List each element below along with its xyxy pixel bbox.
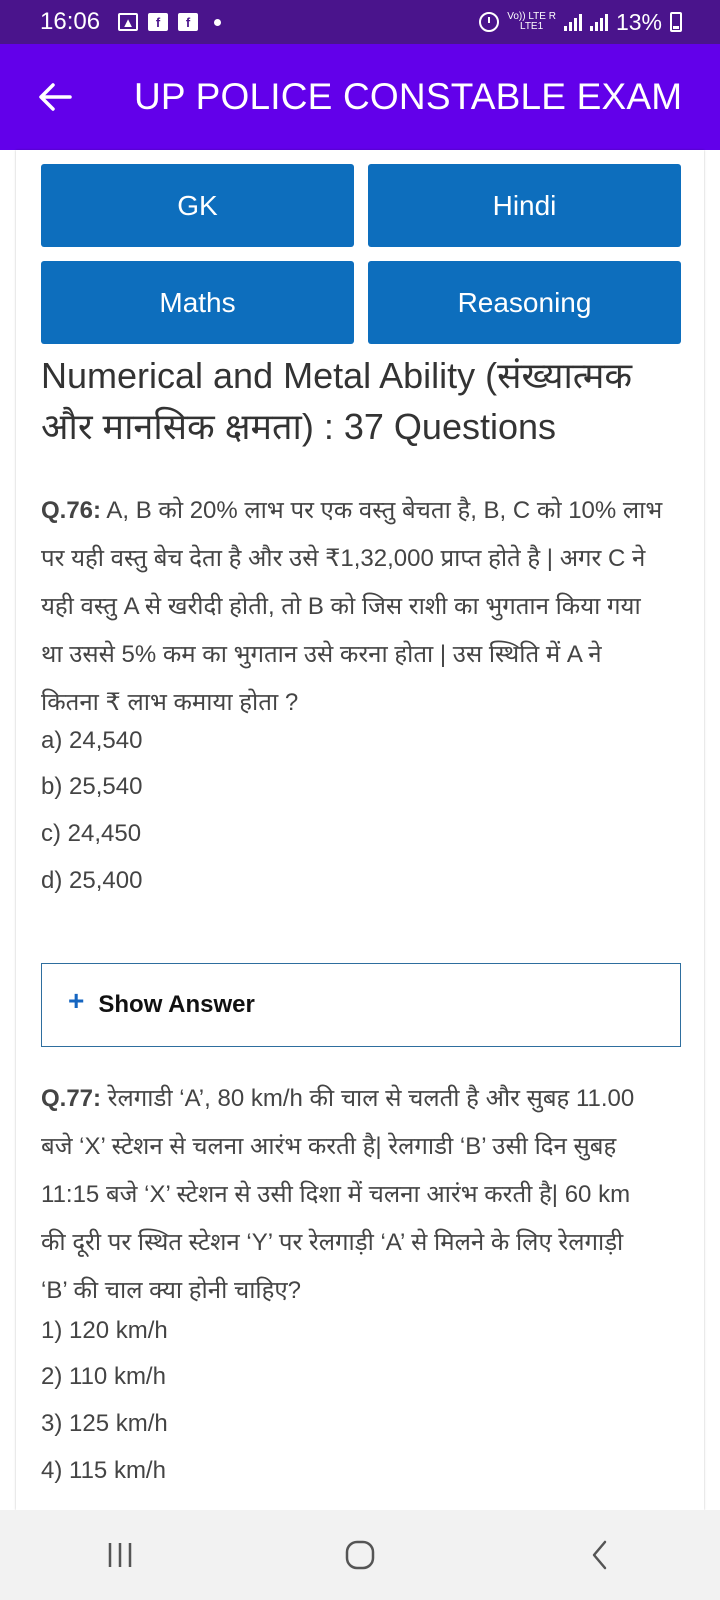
question-number: Q.77:: [41, 1085, 102, 1112]
option-2: 2) 110 km/h: [41, 1363, 166, 1390]
question-text: Q.76: A, B को 20% लाभ पर एक वस्तु बेचता है, B, C को 10% लाभ पर यही वस्तु बेच देता है और उसे ₹1,32,000 प्राप्त होते है | अगर C ने यही वस्तु A से खरीदी होती, तो B को जिस राशी का भुगतान किया गया था उससे 5% कम का भुगतान उसे करना होता | उस स्थिति में A ने कितना ₹ लाभ कमाया होता ?: [41, 497, 663, 716]
more-notifications-icon: [214, 19, 221, 26]
question-text: Q.77: रेलगाडी ‘A’, 80 km/h की चाल से चलती है और सुबह 11.00 बजे ‘X’ स्टेशन से चलना आरंभ करती है| रेलगाडी ‘B’ उसी दिन सुबह 11:15 बजे ‘X’ स्टेशन से उसी दिशा में चलना आरंभ करती है| 60 km की दूरी पर स्थित स्टेशन ‘Y’ पर रेलगाड़ी ‘A’ से मिलने के लिए रेलगाड़ी ‘B’ की चाल क्या होनी चाहिए?: [41, 1085, 635, 1304]
home-icon: [344, 1539, 376, 1571]
system-nav-bar: [0, 1510, 720, 1600]
network-indicator: Vo)) LTE R LTE1: [507, 11, 556, 32]
notification-icons: [118, 13, 221, 31]
show-answer-label: Show Answer: [98, 991, 255, 1018]
section-title: Numerical and Metal Ability (संख्यात्मक और मानसिक क्षमता) : 37 Questions: [41, 355, 633, 447]
option-a: a) 24,540: [41, 727, 143, 754]
category-grid: [41, 164, 681, 344]
option-4: 4) 115 km/h: [41, 1457, 166, 1484]
back-icon: [589, 1539, 611, 1571]
option-b: b) 25,540: [41, 773, 143, 800]
alarm-icon: [479, 12, 499, 32]
nav-back-button[interactable]: [560, 1525, 640, 1585]
content-card: [16, 150, 704, 1510]
category-button-hindi[interactable]: Hindi: [368, 164, 681, 247]
status-right: [479, 9, 682, 36]
option-3: 3) 125 km/h: [41, 1410, 168, 1437]
option-c: c) 24,450: [41, 820, 142, 847]
recent-apps-button[interactable]: [80, 1525, 160, 1585]
home-button[interactable]: [320, 1525, 400, 1585]
battery-level: 13%: [615, 8, 662, 35]
show-answer-button[interactable]: [41, 963, 681, 1047]
app-bar: [0, 44, 720, 150]
page-title: UP POLICE CONSTABLE EXAM: [134, 76, 683, 117]
battery-charging-icon: [670, 12, 682, 32]
category-button-maths[interactable]: Maths: [41, 261, 354, 344]
facebook-icon: f: [178, 13, 198, 31]
plus-icon: +: [68, 985, 85, 1016]
facebook-icon: f: [148, 13, 168, 31]
option-d: d) 25,400: [41, 867, 143, 894]
category-button-reasoning[interactable]: Reasoning: [368, 261, 681, 344]
option-1: 1) 120 km/h: [41, 1317, 168, 1344]
recent-apps-icon: [105, 1541, 135, 1569]
arrow-left-icon: [38, 82, 72, 112]
signal-icon: [590, 13, 608, 31]
signal-icon: [564, 13, 582, 31]
back-button[interactable]: [0, 44, 110, 150]
category-button-gk[interactable]: GK: [41, 164, 354, 247]
status-time: 16:06: [40, 8, 101, 35]
question-number: Q.76:: [41, 497, 102, 524]
gallery-icon: ▲: [118, 13, 138, 31]
status-bar: [0, 0, 720, 44]
